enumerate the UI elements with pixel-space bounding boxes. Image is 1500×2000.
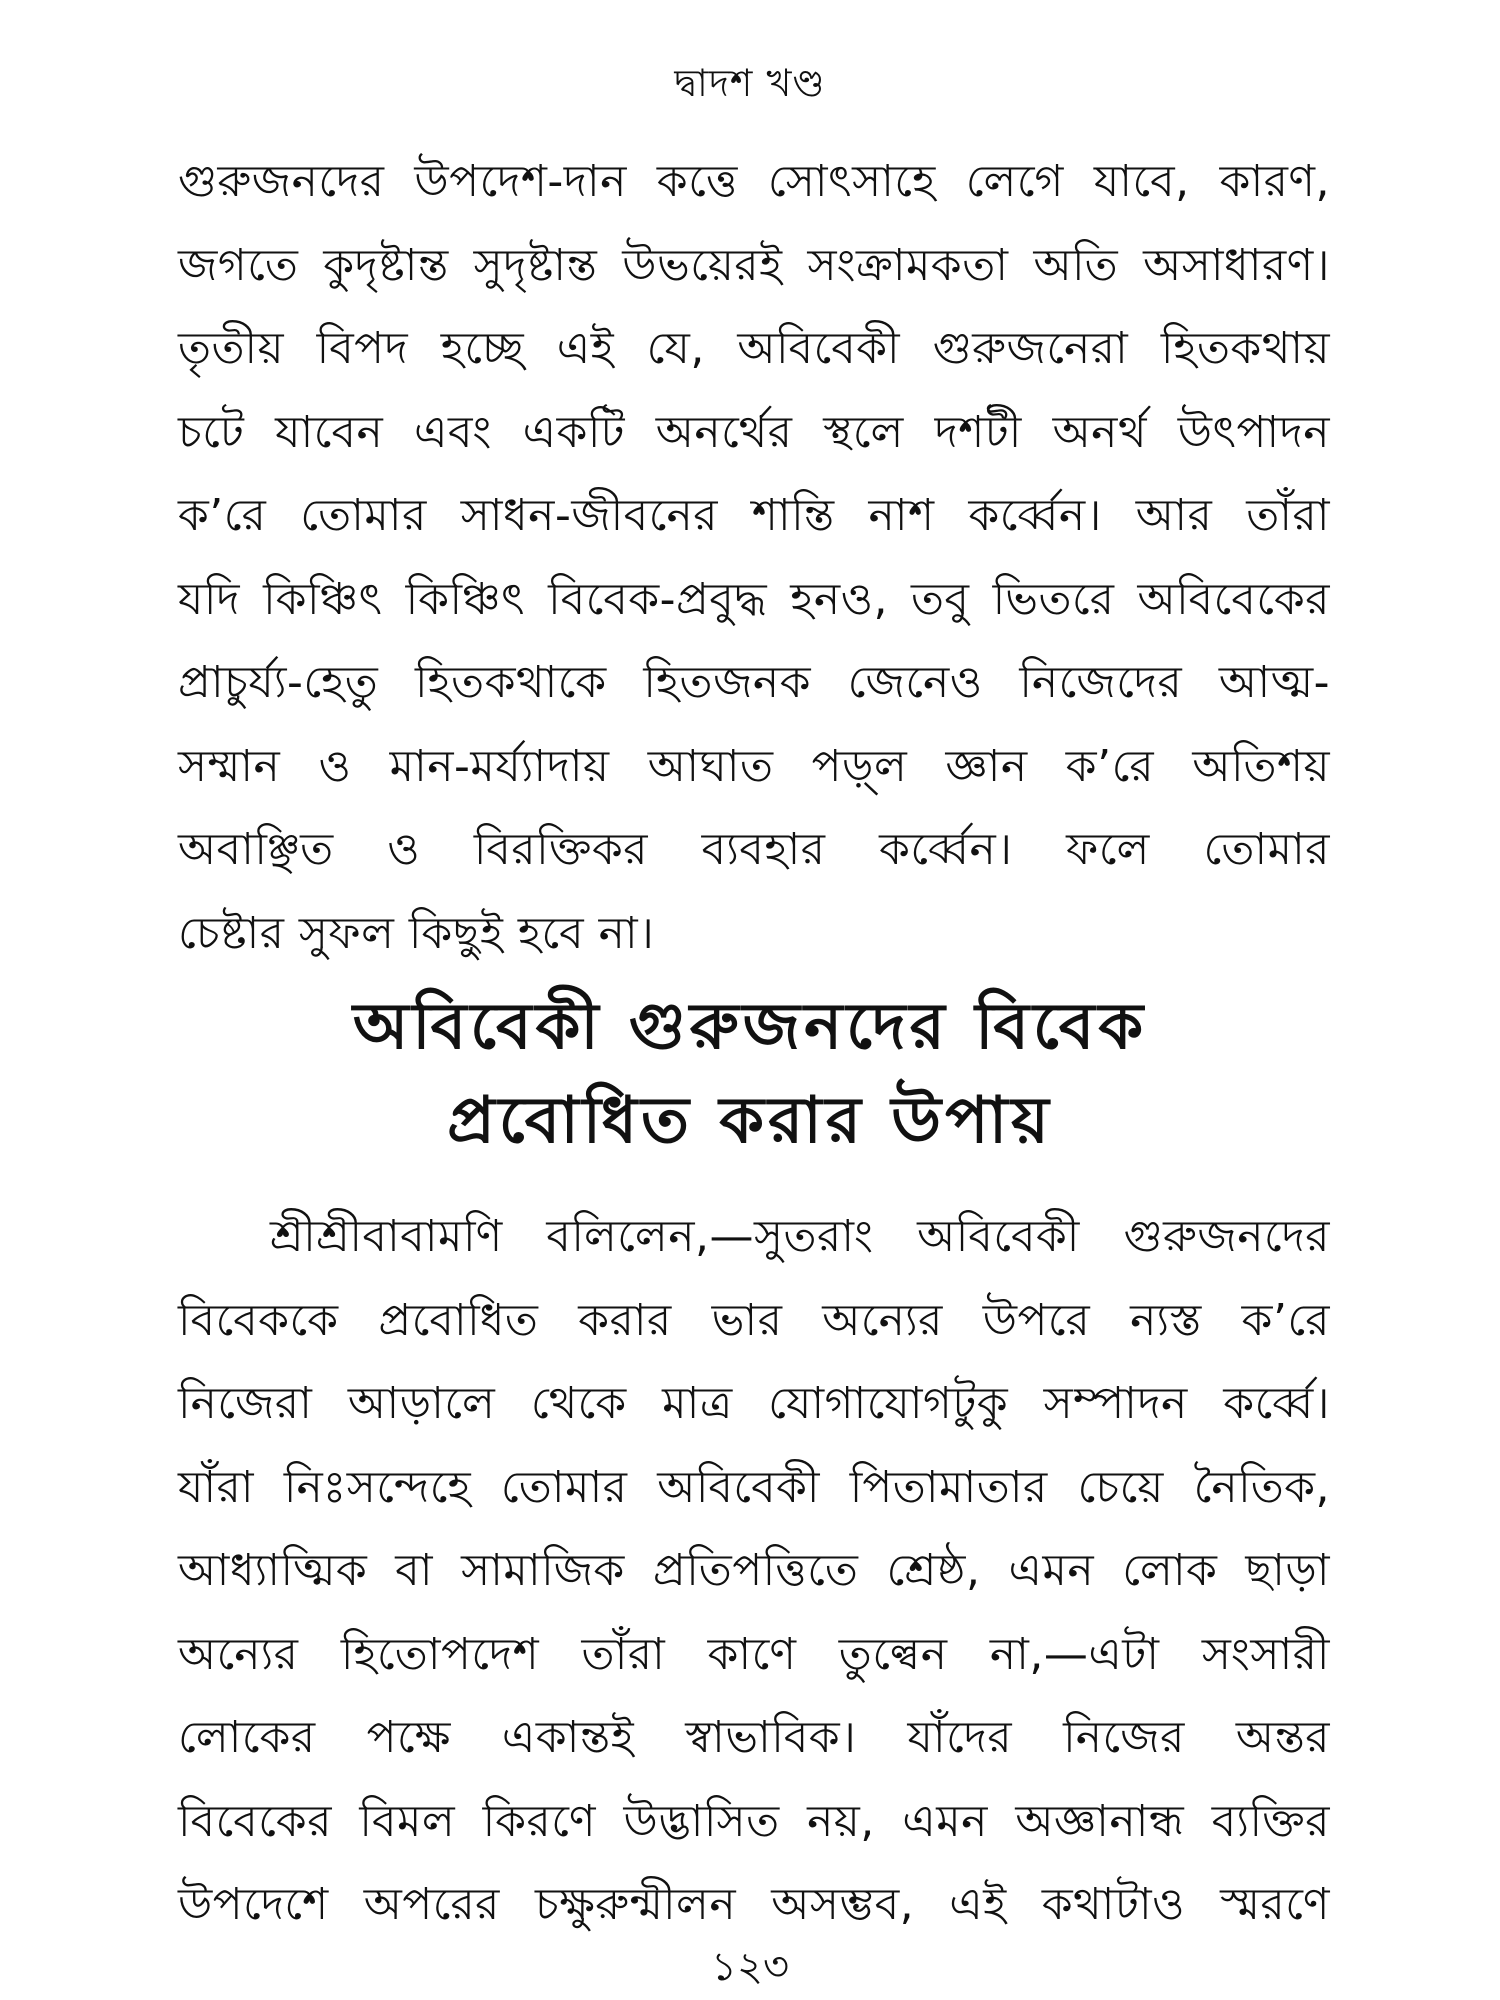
text-line: নিজেরা আড়ালে থেকে মাত্র যোগাযোগটুকু সম্পাদন কর্ব্বে।	[178, 1378, 1330, 1429]
paragraph-2	[178, 1195, 1330, 1947]
text-line: যদি কিঞ্চিৎ কিঞ্চিৎ বিবেক-প্রবুদ্ধ হনও, তবু ভিতরে অবিবেকের	[178, 573, 1330, 625]
section-heading	[0, 980, 1500, 1168]
text-line: উপদেশে অপরের চক্ষুরুন্মীলন অসম্ভব, এই কথাটাও স্মরণে	[178, 1879, 1330, 1930]
text-line: যাঁরা নিঃসন্দেহে তোমার অবিবেকী পিতামাতার চেয়ে নৈতিক,	[178, 1461, 1330, 1513]
text-line: প্রাচুর্য্য-হেতু হিতকথাকে হিতজনক জেনেও নিজেদের আত্ম-	[178, 657, 1330, 708]
text-line: বিবেককে প্রবোধিত করার ভার অন্যের উপরে ন্যস্ত ক’রে	[178, 1294, 1330, 1346]
section-heading-line-1: অবিবেকী গুরুজনদের বিবেক	[352, 990, 1148, 1064]
text-line: অবাঞ্ছিত ও বিরক্তিকর ব্যবহার কর্ব্বেন। ফলে তোমার	[178, 824, 1330, 875]
text-line: বিবেকের বিমল কিরণে উদ্ভাসিত নয়, এমন অজ্ঞানান্ধ ব্যক্তির	[178, 1795, 1330, 1847]
text-line: তৃতীয় বিপদ হচ্ছে এই যে, অবিবেকী গুরুজনেরা হিতকথায়	[178, 323, 1330, 374]
text-line: অন্যের হিতোপদেশ তাঁরা কাণে তুল্বেন না,—এটা সংসারী	[178, 1628, 1330, 1680]
text-line: শ্রীশ্রীবাবামণি বলিলেন,—সুতরাং অবিবেকী গুরুজনদের	[270, 1211, 1330, 1262]
text-line: জগতে কুদৃষ্টান্ত সুদৃষ্টান্ত উভয়েরই সংক্রামকতা অতি অসাধারণ।	[178, 239, 1330, 291]
paragraph-1	[178, 140, 1330, 975]
text-line: ক’রে তোমার সাধন-জীবনের শান্তি নাশ কর্ব্বেন। আর তাঁরা	[178, 490, 1330, 541]
text-line: সম্মান ও মান-মর্য্যাদায় আঘাত পড়্ল জ্ঞান ক’রে অতিশয়	[178, 740, 1330, 792]
text-line: গুরুজনদের উপদেশ-দান কত্তে সোৎসাহে লেগে যাবে, কারণ,	[178, 156, 1330, 207]
text-line: আধ্যাত্মিক বা সামাজিক প্রতিপত্তিতে শ্রেষ্ঠ, এমন লোক ছাড়া	[178, 1545, 1330, 1596]
text-line: লোকের পক্ষে একান্তই স্বাভাবিক। যাঁদের নিজের অন্তর	[178, 1712, 1330, 1763]
page-number: ১২৩	[711, 1944, 789, 1990]
text-line: চেষ্টার সুফল কিছুই হবে না।	[178, 907, 655, 959]
running-header: দ্বাদশ খণ্ড	[674, 61, 826, 105]
section-heading-line-2: প্রবোধিত করার উপায়	[447, 1084, 1053, 1158]
text-line: চটে যাবেন এবং একটি অনর্থের স্থলে দশটী অনর্থ উৎপাদন	[178, 406, 1330, 458]
